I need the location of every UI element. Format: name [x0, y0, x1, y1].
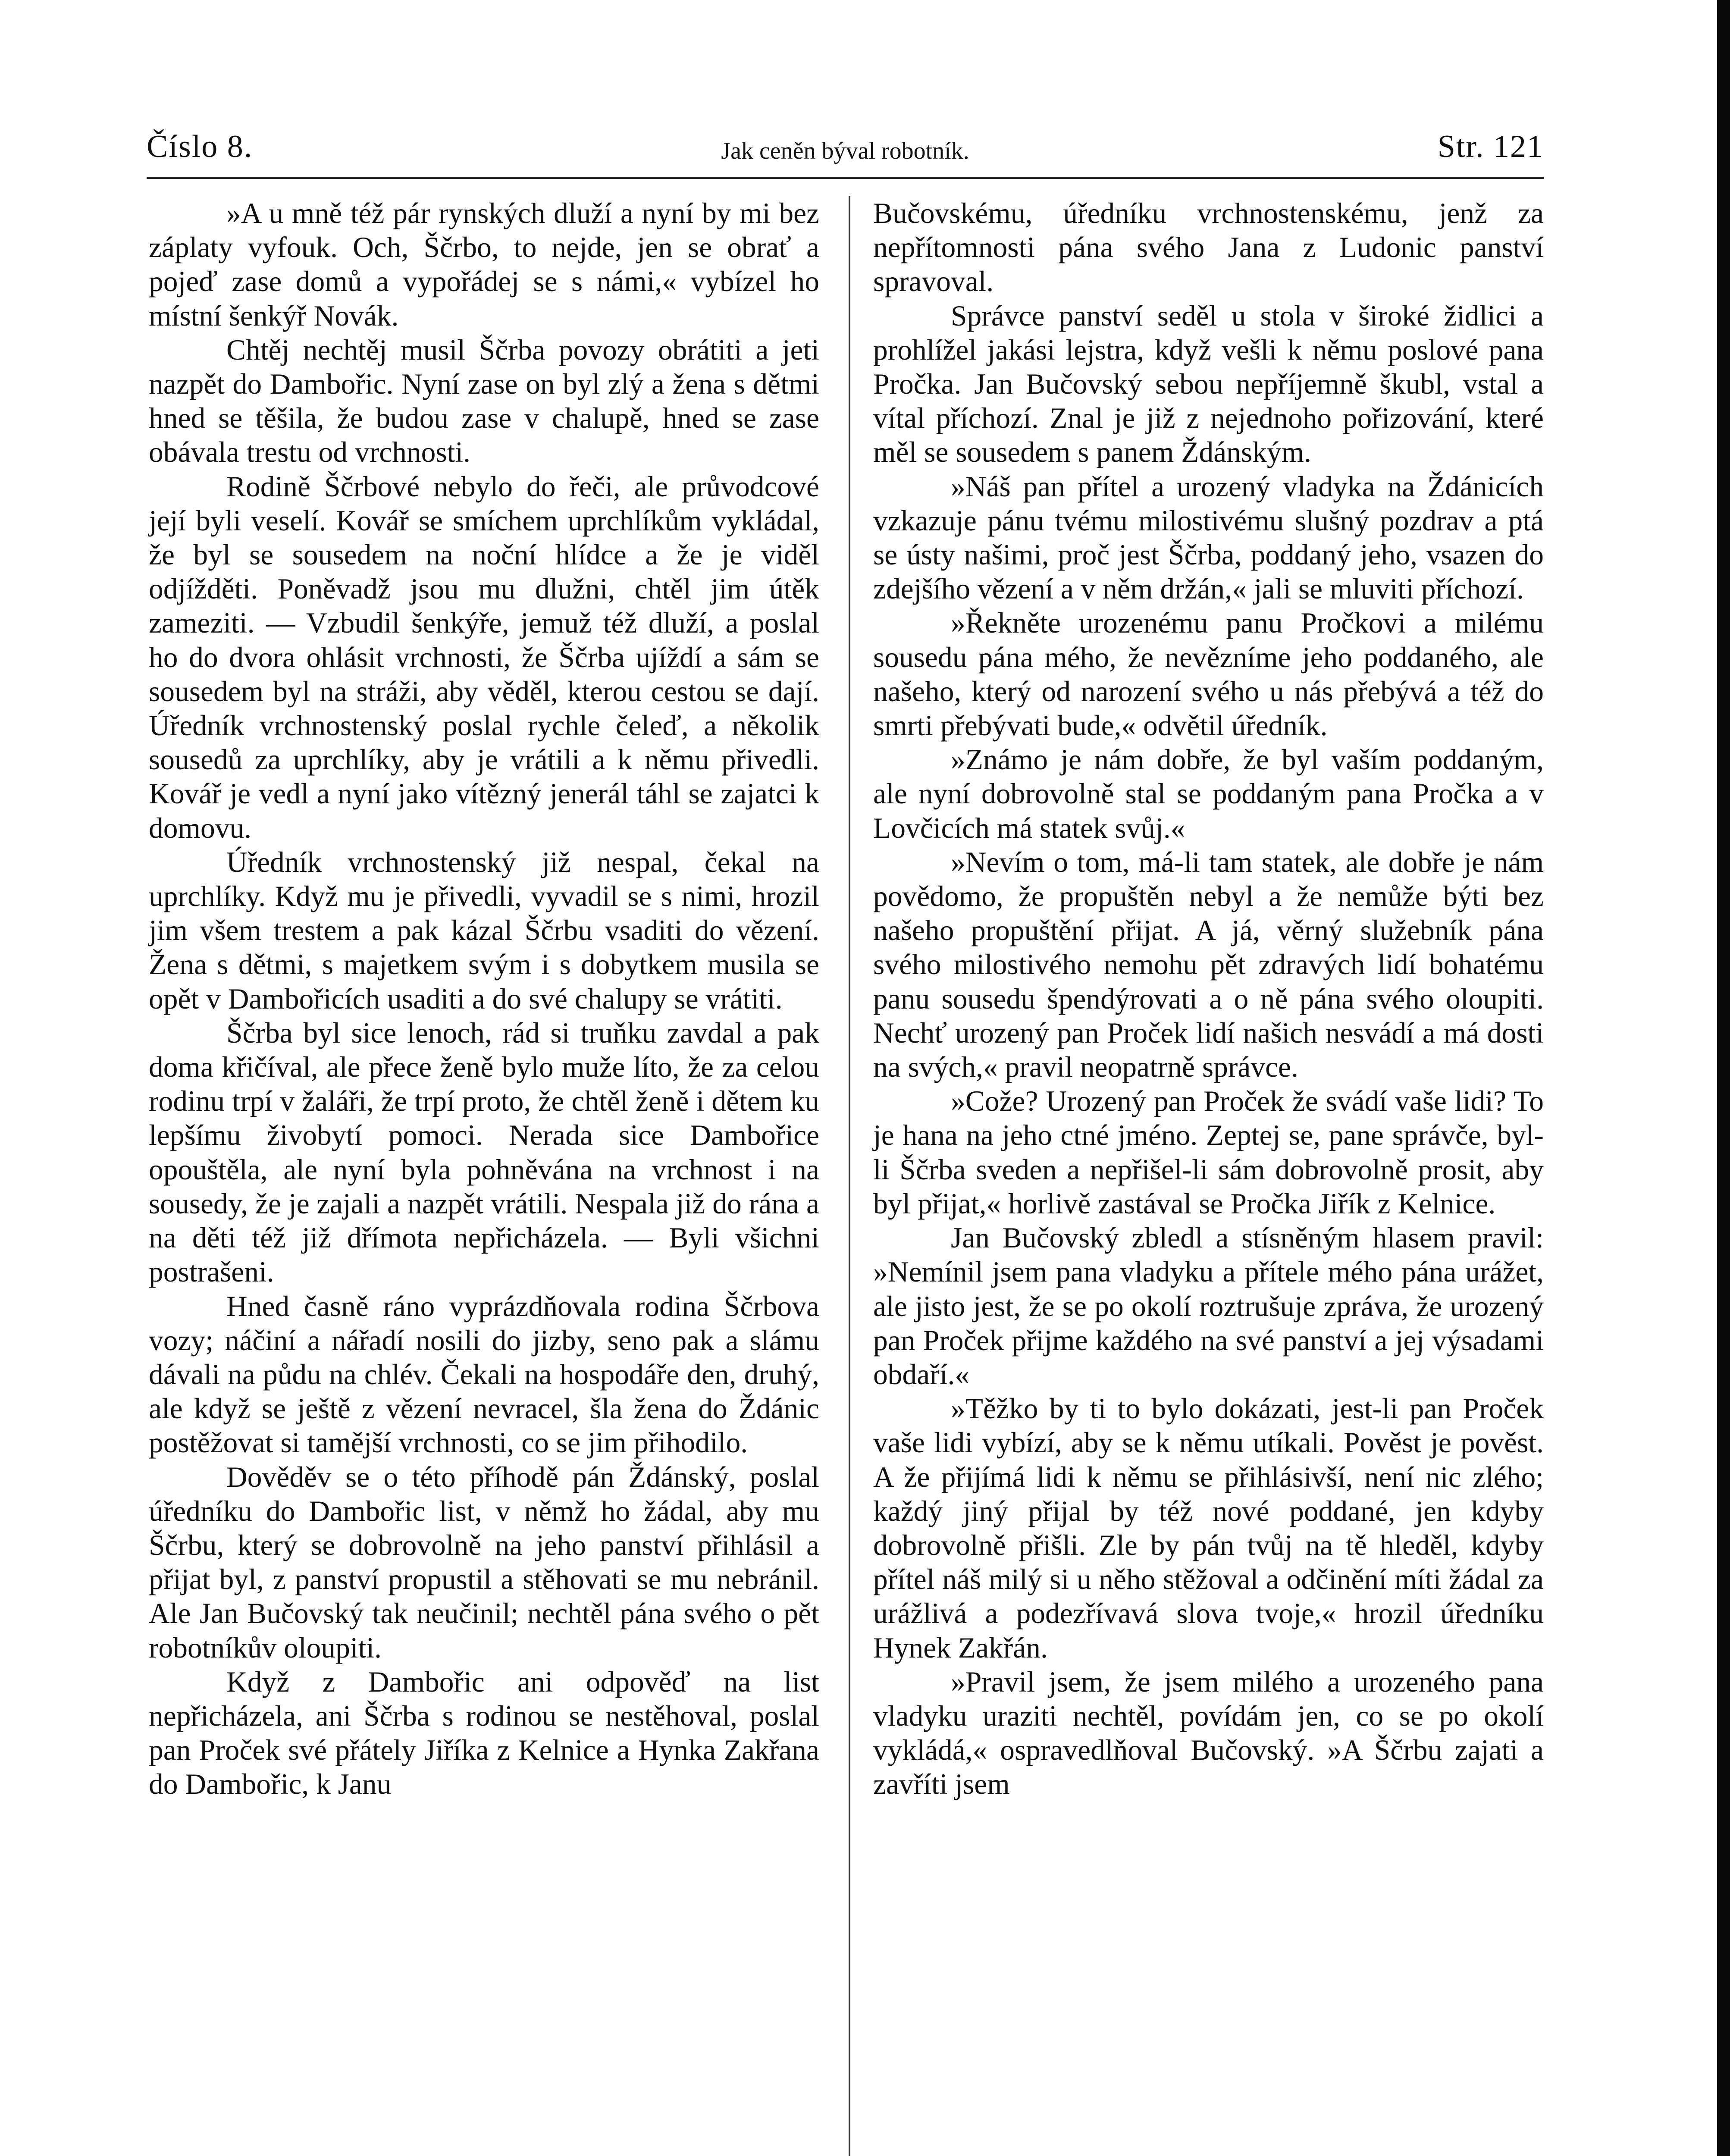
- page-number: Str. 121: [1437, 129, 1544, 164]
- page-header: [147, 125, 1544, 177]
- paragraph: Ščrba byl sice lenoch, rád si truňku zavdal a pak doma křičíval, ale přece ženě bylo muže líto, že za celou rodinu trpí v žaláři, že trpí proto, že chtěl ženě i dětem ku lepšímu živobytí pomoci. Nerada sice Dambořice opouštěla, ale nyní byla pohněvána na vrchnost i na sousedy, že je zajali a nazpět vrátili. Nespala již do rána a na děti též již dřímota nepřicházela. — Byli všichni postrašeni.: [149, 1016, 819, 1288]
- paragraph: Dověděv se o této příhodě pán Ždánský, poslal úředníku do Dambořic list, v němž ho žádal, aby mu Ščrbu, který se dobrovolně na jeho panství přihlásil a přijat byl, z panství propustil a stěhovati se mu nebránil. Ale Jan Bučovský tak neučinil; nechtěl pána svého o pět robotníkův oloupiti.: [149, 1460, 819, 1664]
- paragraph: »Známo je nám dobře, že byl vaším poddaným, ale nyní dobrovolně stal se poddaným pana Pročka a v Lovčicích má statek svůj.«: [873, 743, 1544, 844]
- paragraph: Úředník vrchnostenský již nespal, čekal na uprchlíky. Když mu je přivedli, vyvadil se s nimi, hrozil jim všem trestem a pak kázal Ščrbu vsaditi do vězení. Žena s dětmi, s majetkem svým i s dobytkem musila se opět v Dambořicích usaditi a do své chalupy se vrátiti.: [149, 846, 819, 1015]
- paragraph: »Náš pan přítel a urozený vladyka na Ždánicích vzkazuje pánu tvému milostivému slušný pozdrav a ptá se ústy našimi, proč jest Ščrba, poddaný jeho, vsazen do zdejšího vězení a v něm držán,« jali se mluviti příchozí.: [873, 470, 1544, 605]
- right-column: [873, 196, 1544, 1802]
- paragraph: »Pravil jsem, že jsem milého a urozeného pana vladyku uraziti nechtěl, povídám jen, co se po okolí vykládá,« ospravedlňoval Bučovský. »A Ščrbu zajati a zavříti jsem: [873, 1665, 1544, 1801]
- paragraph: Když z Dambořic ani odpověď na list nepřicházela, ani Ščrba s rodinou se nestěhoval, poslal pan Proček své přátely Jiříka z Kelnice a Hynka Zakřana do Dambořic, k Janu: [149, 1665, 819, 1801]
- paragraph: »Těžko by ti to bylo dokázati, jest-li pan Proček vaše lidi vybízí, aby se k němu utíkali. Pověst je pověst. A že přijímá lidi k němu se přihlásivší, není nic zlého; každý jiný přijal by též nové poddané, jen kdyby dobrovolně přišli. Zle by pán tvůj na tě hleděl, kdyby přítel náš milý si u něho stěžoval a odčinění míti žádal za urážlivá a podezřívavá slova tvoje,« hrozil úředníku Hynek Zakřán.: [873, 1392, 1544, 1664]
- paragraph: Hned časně ráno vyprázdňovala rodina Ščrbova vozy; náčiní a nářadí nosili do jizby, seno pak a slámu dávali na půdu na chlév. Čekali na hospodáře den, druhý, ale když se ještě z vězení nevracel, šla žena do Ždánic postěžovat si tamější vrchnosti, co se jim přihodilo.: [149, 1290, 819, 1459]
- paragraph: »Cože? Urozený pan Proček že svádí vaše lidi? To je hana na jeho ctné jméno. Zeptej se, pane správče, byl-li Ščrba sveden a nepřišel-li sám dobrovolně prosit, aby byl přijat,« horlivě zastával se Pročka Jiřík z Kelnice.: [873, 1085, 1544, 1220]
- paragraph: Rodině Ščrbové nebylo do řeči, ale průvodcové její byli veselí. Kovář se smíchem uprchlíkům vykládal, že byl se sousedem na noční hlídce a že je viděl odjížděti. Poněvadž jsou mu dlužni, chtěl jim útěk zameziti. — Vzbudil šenkýře, jemuž též dluží, a poslal ho do dvora ohlásit vrchnosti, že Ščrba ujíždí a sám se sousedem byl na stráži, aby věděl, kterou cestou se dají. Úředník vrchnostenský poslal rychle čeleď, a několik sousedů za uprchlíky, aby je vrátili a k němu přivedli. Kovář je vedl a nyní jako vítězný jenerál táhl se zajatci k domovu.: [149, 470, 819, 844]
- paragraph: Bučovskému, úředníku vrchnostenskému, jenž za nepřítomnosti pána svého Jana z Ludonic panství spravoval.: [873, 197, 1544, 298]
- running-title: Jak ceněn býval robotník.: [721, 138, 969, 164]
- issue-number: Číslo 8.: [147, 129, 253, 164]
- paragraph: »Řekněte urozenému panu Pročkovi a milému sousedu pána mého, že nevězníme jeho poddaného, ale našeho, který od narození svého u nás přebývá a též do smrti přebývati bude,« odvětil úředník.: [873, 607, 1544, 742]
- paragraph: »Nevím o tom, má-li tam statek, ale dobře je nám povědomo, že propuštěn nebyl a že nemůže býti bez našeho propuštění přijat. A já, věrný služebník pána svého milostivého nemohu pět zdravých lidí bohatému panu sousedu špendýrovati a o ně pána svého oloupiti. Nechť urozený pan Proček lidí našich nesvádí a má dosti na svých,« pravil neopatrně správce.: [873, 846, 1544, 1084]
- paragraph: Jan Bučovský zbledl a stísněným hlasem pravil: »Nemínil jsem pana vladyku a přítele mého pána urážet, ale jisto jest, že se po okolí roztrušuje zpráva, že urozený pan Proček přijme každého na své panství a jej výsadami obdaří.«: [873, 1222, 1544, 1391]
- column-divider: [849, 196, 850, 2156]
- header-rule: [147, 177, 1544, 179]
- left-column: [149, 196, 819, 1802]
- paragraph: Chtěj nechtěj musil Ščrba povozy obrátiti a jeti nazpět do Dambořic. Nyní zase on byl zlý a žena s dětmi hned se těšila, že budou zase v chalupě, hned se zase obávala trestu od vrchnosti.: [149, 333, 819, 469]
- paragraph: »A u mně též pár rynských dluží a nyní by mi bez záplaty vyfouk. Och, Ščrbo, to nejde, jen se obrať a pojeď zase domů a vypořádej se s námi,« vybízel ho místní šenkýř Novák.: [149, 197, 819, 332]
- scan-edge: [1717, 0, 1730, 2156]
- paragraph: Správce panství seděl u stola v široké židlici a prohlížel jakási lejstra, když vešli k němu poslové pana Pročka. Jan Bučovský sebou nepříjemně škubl, vstal a vítal příchozí. Znal je již z nejednoho pořizování, které měl se sousedem s panem Ždánským.: [873, 299, 1544, 469]
